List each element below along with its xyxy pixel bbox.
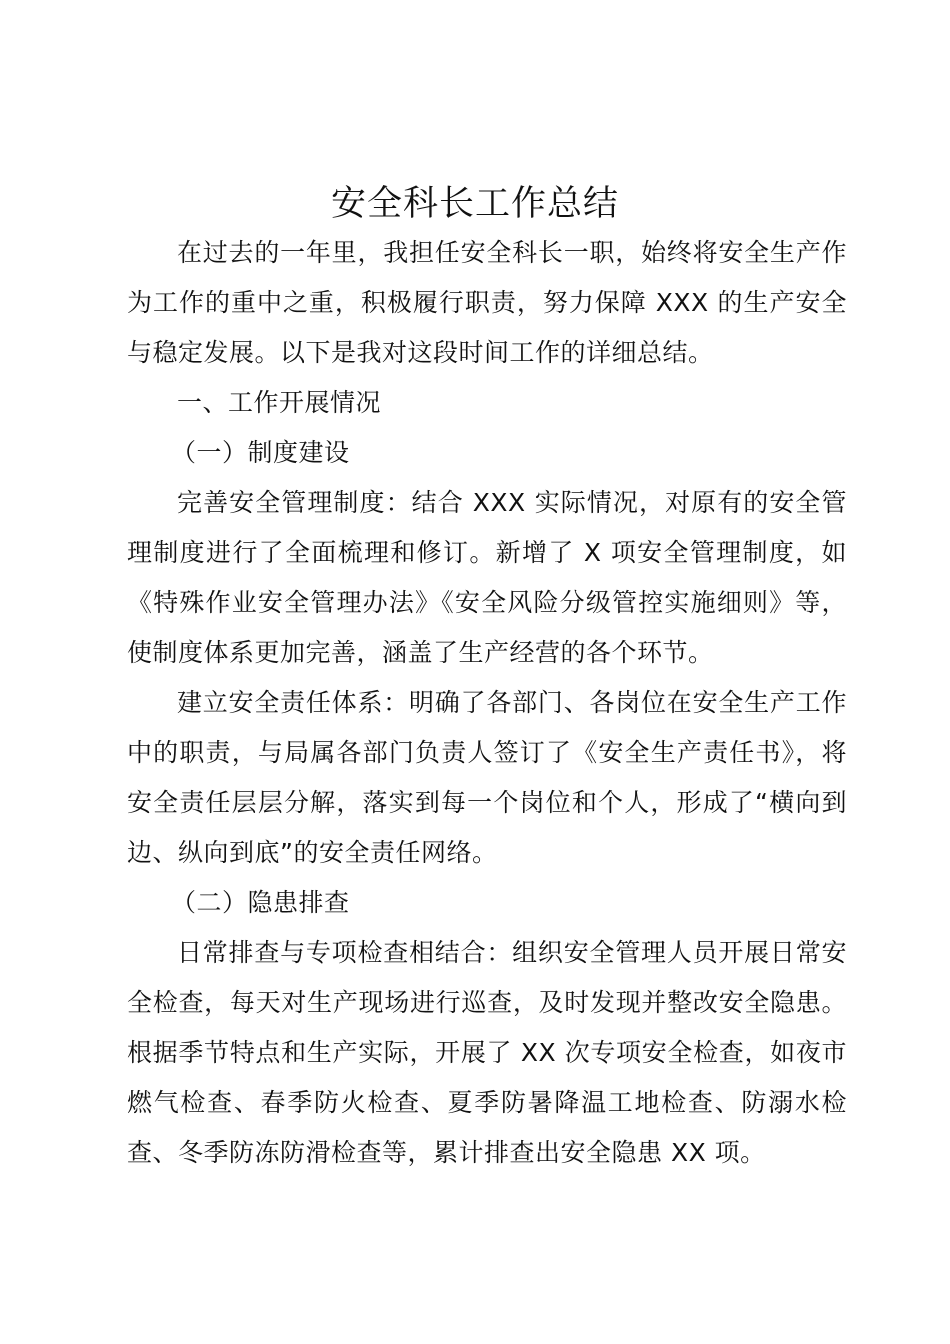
section-heading-work-progress: 一、工作开展情况 (177, 388, 382, 417)
paragraph-management-system: 完善安全管理制度：结合 XXX 实际情况，对原有的安全管理制度进行了全面梳理和修订。新增了 X 项安全管理制度，如《特殊作业安全管理办法》《安全风险分级管控实施细则》等，使制度体系更加完善，涵盖了生产经营的各个环节。 (127, 488, 847, 667)
intro-paragraph: 在过去的一年里，我担任安全科长一职，始终将安全生产作为工作的重中之重，积极履行职责，努力保障 XXX 的生产安全与稳定发展。以下是我对这段时间工作的详细总结。 (127, 238, 847, 367)
document-body (127, 228, 847, 1178)
subsection-heading-system-building: （一）制度建设 (171, 438, 350, 467)
paragraph-responsibility-system: 建立安全责任体系：明确了各部门、各岗位在安全生产工作中的职责，与局属各部门负责人签订了《安全生产责任书》，将安全责任层层分解，落实到每一个岗位和个人，形成了“横向到边、纵向到底”的安全责任网络。 (127, 688, 847, 867)
subsection-heading-hazard-inspection: （二）隐患排查 (171, 888, 350, 917)
paragraph-inspection: 日常排查与专项检查相结合：组织安全管理人员开展日常安全检查，每天对生产现场进行巡查，及时发现并整改安全隐患。根据季节特点和生产实际，开展了 XX 次专项安全检查，如夜市燃气检查、春季防火检查、夏季防暑降温工地检查、防溺水检查、冬季防冻防滑检查等，累计排查出安全隐患 XX 项。 (127, 938, 847, 1167)
document-title: 安全科长工作总结 (330, 184, 619, 224)
